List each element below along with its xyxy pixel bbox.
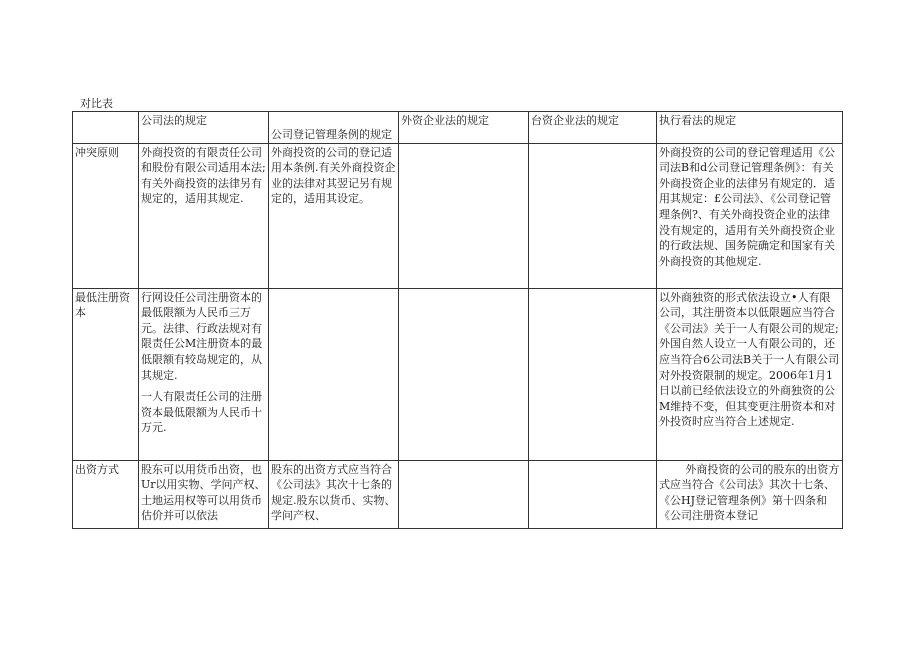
row-label: 出资方式 (73, 460, 139, 528)
header-registration-label: 公司登记管理条例的规定 (271, 128, 392, 141)
table-row (73, 143, 843, 288)
cell-taiwan-law (529, 143, 657, 288)
company-law-paragraph-1: 行网设任公司注册资本的最低限额为人民币三万元。法律、行政法规对有限责任公M注册资本的最低限额有较岛规定的，从其规定. (141, 290, 263, 382)
table-row (73, 288, 843, 460)
cell-company-law (139, 288, 269, 460)
cell-wfoe-law (399, 460, 529, 528)
cell-company-law: 外商投资的有限责任公司和股份有限公司适用本法;有关外商投资的法律另有规定的，适用其规定. (139, 143, 269, 288)
cell-company-law: 股东可以用货币出资，也Ur以用实物、学问产权、土地运用权等可以用货币估价并可以依法 (139, 460, 269, 528)
row-label: 冲突原则 (73, 143, 139, 288)
cell-enforcement: 外商投资的公司的登记管理适用《公司法B和d公司登记管理条例》：有关外商投资企业的法律另有规定的．适用其规定：£公司法》、《公司登记管理条例?、有关外商投资企业的法律没有规定的，适用有关外商投资企业的行政法规、国务院确定和国家有关外商投资的其他规定. (657, 143, 843, 288)
cell-taiwan-law (529, 460, 657, 528)
cell-enforcement: 外商投资的公司的股东的出资方式应当符合《公司法》其次十七条、《公HJ登记管理条例》第十四条和《公司注册资本登记 (657, 460, 843, 528)
header-taiwan-law: 台资企业法的规定 (529, 112, 657, 144)
table-header-row (73, 112, 843, 144)
cell-wfoe-law (399, 143, 529, 288)
table-row (73, 460, 843, 528)
row-label: 最低注册资本 (73, 288, 139, 460)
header-enforcement: 执行看法的规定 (657, 112, 843, 144)
cell-taiwan-law (529, 288, 657, 460)
cell-registration: 外商投资的公司的登记适用本条例.有关外商投资企业的法律对其翌记另有规定的，适用其设定。 (269, 143, 399, 288)
header-company-law: 公司法的规定 (139, 112, 269, 144)
company-law-paragraph-2: 一人有限责任公司的注册资本最低限额为人民币十万元. (141, 390, 262, 435)
cell-registration (269, 288, 399, 460)
header-registration (269, 112, 399, 144)
comparison-table (72, 111, 843, 529)
table-caption: 对比表 (80, 97, 113, 110)
cell-registration: 股东的出资方式应当符合《公司法》其次十七条的规定.股东以货币、实物、学问产权、 (269, 460, 399, 528)
cell-wfoe-law (399, 288, 529, 460)
header-wfoe-law: 外资企业法的规定 (399, 112, 529, 144)
cell-enforcement: 以外商独资的形式依法设立•人有限公司，其注册资本以低限题应当符合《公司法》关于一人有限公司的规定;外国自然人设立一人有限公司的，还应当符合6公司法B关于一人有限公司对外投资限制的规定。2006年1月1日以前已经依法设立的外商独资的公M维持不变，但其变更注册资本和对外投资时应当符合上述规定. (657, 288, 843, 460)
header-corner (73, 112, 139, 144)
